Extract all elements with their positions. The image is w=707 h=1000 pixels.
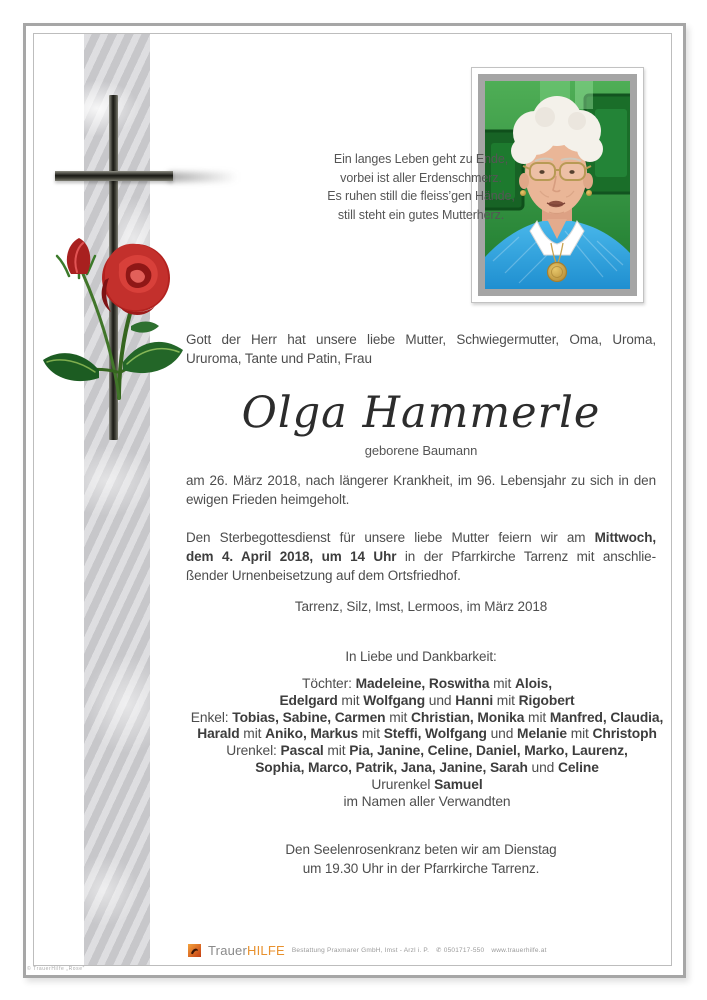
edge-copyright: © TrauerHilfe „Rose“ — [27, 966, 85, 972]
funeral-home-brand — [208, 943, 285, 958]
family-list: Töchter: Madeleine, Roswitha mit Alois, Edelgard mit Wolfgang und Hanni mit Rigobert Enkel: Tobias, Sabine, Carmen mit Christian, Monika mit Manfred, Claudia, Harald mit Aniko, Markus mit Steffi, Wolfgang und Melanie mit Christoph Urenkel: Pascal mit Pia, Janine, Celine, Daniel, Marko, Laurenz, Sophia, Marco, Patrik, Jana, Janine, Sarah und Celine Ururenkel Samuel im Namen aller Verwandten — [190, 676, 664, 809]
deceased-name: Olga Hammerle — [241, 388, 601, 438]
funeral-home-footer — [188, 941, 547, 959]
funeral-home-info: Bestattung Praxmarer GmbH, Imst - Arzl i. P. — [291, 946, 430, 954]
funeral-service-info: Den Sterbegottesdienst für unsere liebe Mutter feiern wir am Mittwoch, dem 4. April 2018, um 14 Uhr in der Pfarrkirche Tarrenz mit anschlie- ßender Urnenbeisetzung auf dem Ortsfriedhof. — [186, 530, 656, 583]
cross-icon — [55, 171, 173, 181]
funeral-home-phone: ✆ 0501717-550 — [436, 947, 485, 954]
places-and-date: Tarrenz, Silz, Imst, Lermoos, im März 2018 — [294, 599, 548, 614]
brand-part-trauer: Trauer — [208, 942, 248, 958]
rosary-notice: Den Seelenrosenkranz beten wir am Dienstag um 19.30 Uhr in der Pfarrkirche Tarrenz. — [285, 842, 557, 876]
funeral-home-website: www.trauerhilfe.at — [491, 946, 547, 954]
trauerhilfe-logo-icon — [188, 944, 201, 957]
closing-phrase: In Liebe und Dankbarkeit: — [345, 649, 497, 664]
brand-part-hilfe: HILFE — [247, 942, 285, 958]
memorial-poem: Ein langes Leben geht zu Ende, vorbei ist aller Erdenschmerz. Es ruhen still die fleiss’gen Hände, still steht ein gutes Mutterherz. — [327, 152, 515, 222]
intro-text: Gott der Herr hat unsere liebe Mutter, Schwiegermutter, Oma, Uroma, Ururoma, Tante und Patin, Frau — [186, 332, 656, 366]
death-notice: am 26. März 2018, nach längerer Krankheit, im 96. Lebensjahr zu sich in den ewigen Frieden heimgeholt. — [186, 473, 656, 507]
rose-illustration — [33, 220, 191, 400]
rose-icon — [33, 220, 191, 400]
maiden-name: geborene Baumann — [364, 443, 478, 458]
